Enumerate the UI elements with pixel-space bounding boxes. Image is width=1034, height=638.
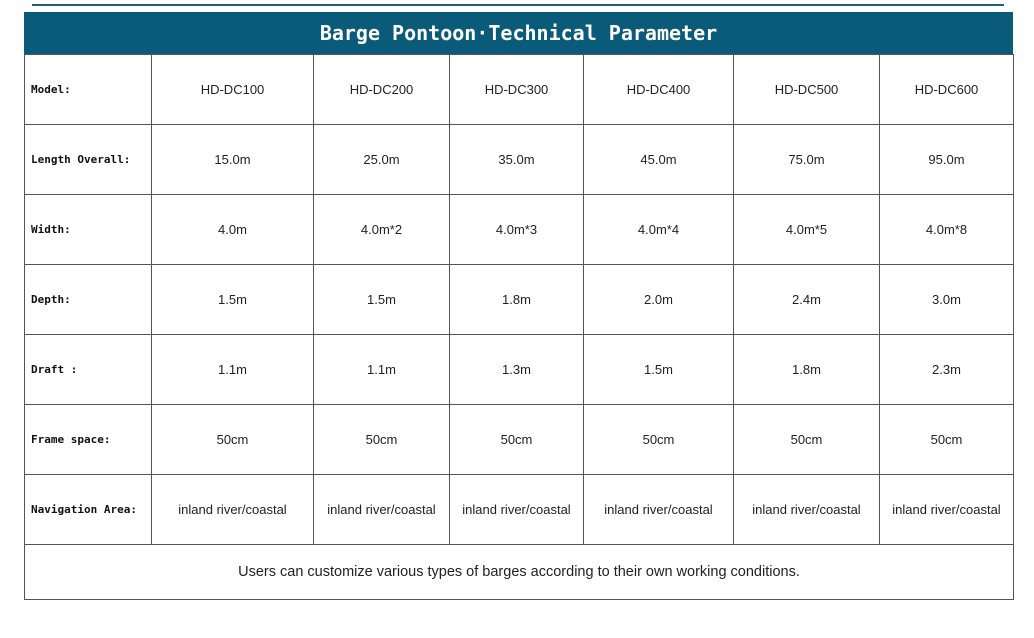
cell: 35.0m: [450, 125, 584, 195]
cell: 1.8m: [734, 335, 880, 405]
cell: 1.5m: [314, 265, 450, 335]
row-model: [25, 55, 1014, 125]
row-label: Draft :: [25, 335, 152, 405]
row-navigation-area: [25, 475, 1014, 545]
cell: inland river/coastal: [450, 475, 584, 545]
cell: 2.4m: [734, 265, 880, 335]
cell: 4.0m*8: [880, 195, 1014, 265]
cell: 25.0m: [314, 125, 450, 195]
customization-note: Users can customize various types of barges according to their own working conditions.: [25, 545, 1014, 600]
cell: 2.0m: [584, 265, 734, 335]
cell: 4.0m*5: [734, 195, 880, 265]
cell: 1.8m: [450, 265, 584, 335]
row-frame-space: [25, 405, 1014, 475]
cell: inland river/coastal: [734, 475, 880, 545]
cell: inland river/coastal: [152, 475, 314, 545]
cell: 2.3m: [880, 335, 1014, 405]
cell: 4.0m*2: [314, 195, 450, 265]
row-label: Navigation Area:: [25, 475, 152, 545]
row-depth: [25, 265, 1014, 335]
cell: 1.1m: [152, 335, 314, 405]
cell: 1.3m: [450, 335, 584, 405]
cell: inland river/coastal: [584, 475, 734, 545]
cell: HD-DC600: [880, 55, 1014, 125]
cell: inland river/coastal: [314, 475, 450, 545]
cell: 4.0m*4: [584, 195, 734, 265]
cell: 50cm: [584, 405, 734, 475]
row-width: [25, 195, 1014, 265]
cell: 50cm: [880, 405, 1014, 475]
row-note: [25, 545, 1014, 600]
cell: 1.5m: [152, 265, 314, 335]
cell: 50cm: [152, 405, 314, 475]
cell: 1.1m: [314, 335, 450, 405]
top-rule: [32, 4, 1004, 6]
table-title: Barge Pontoon·Technical Parameter: [24, 12, 1013, 54]
cell: 4.0m*3: [450, 195, 584, 265]
cell: 4.0m: [152, 195, 314, 265]
cell: 50cm: [450, 405, 584, 475]
cell: HD-DC500: [734, 55, 880, 125]
cell: HD-DC400: [584, 55, 734, 125]
cell: HD-DC200: [314, 55, 450, 125]
parameter-sheet: [24, 12, 1013, 600]
cell: 50cm: [734, 405, 880, 475]
cell: 50cm: [314, 405, 450, 475]
cell: 3.0m: [880, 265, 1014, 335]
row-label: Model:: [25, 55, 152, 125]
cell: 45.0m: [584, 125, 734, 195]
row-length-overall: [25, 125, 1014, 195]
row-draft: [25, 335, 1014, 405]
cell: 15.0m: [152, 125, 314, 195]
row-label: Depth:: [25, 265, 152, 335]
cell: inland river/coastal: [880, 475, 1014, 545]
cell: 75.0m: [734, 125, 880, 195]
cell: HD-DC300: [450, 55, 584, 125]
parameter-table: [24, 54, 1014, 600]
row-label: Frame space:: [25, 405, 152, 475]
row-label: Length Overall:: [25, 125, 152, 195]
cell: 95.0m: [880, 125, 1014, 195]
cell: 1.5m: [584, 335, 734, 405]
row-label: Width:: [25, 195, 152, 265]
cell: HD-DC100: [152, 55, 314, 125]
